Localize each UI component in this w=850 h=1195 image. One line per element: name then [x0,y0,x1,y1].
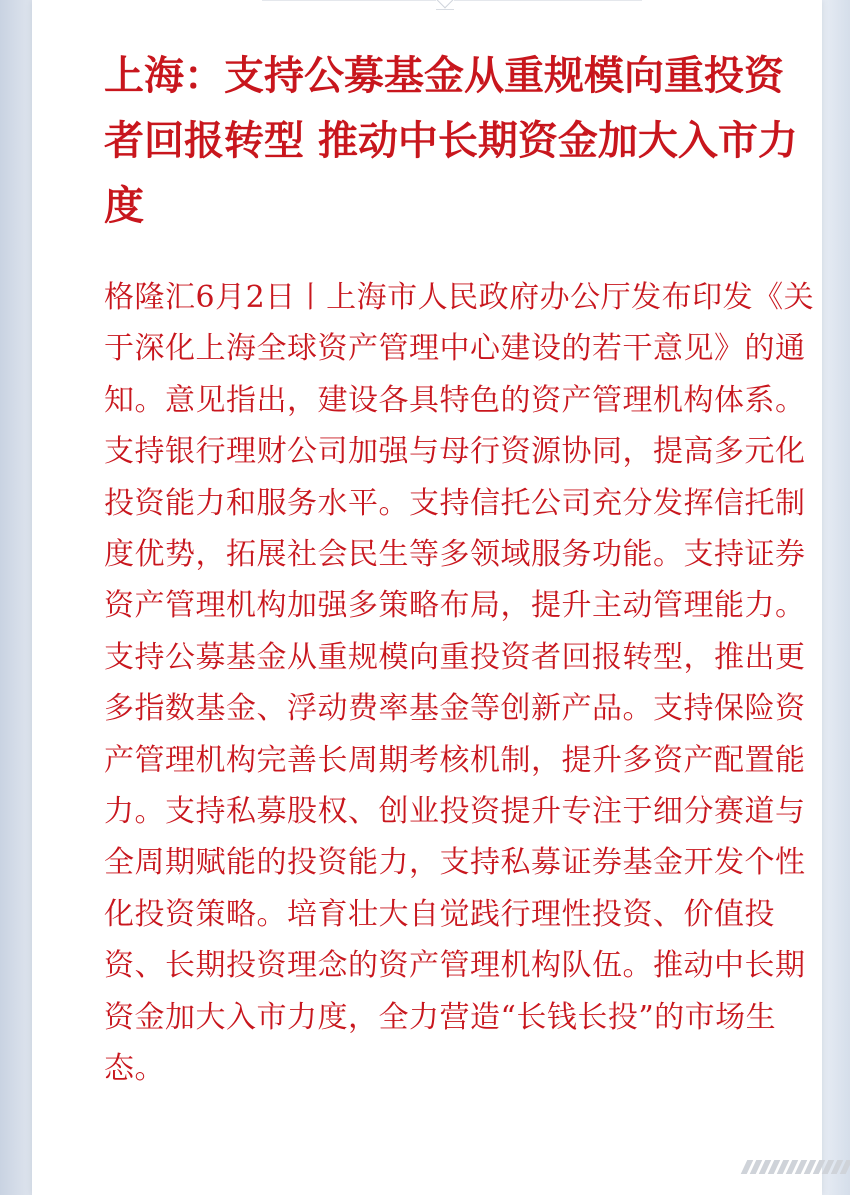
article-card [32,0,822,1195]
article-title: 上海：支持公募基金从重规模向重投资者回报转型 推动中长期资金加大入市力度 [104,53,798,229]
article-body: 格隆汇6月2日丨上海市人民政府办公厅发布印发《关于深化上海全球资产管理中心建设的若干意见》的通知。意见指出，建设各具特色的资产管理机构体系。支持银行理财公司加强与母行资源协同，提高多元化投资能力和服务水平。支持信托公司充分发挥信托制度优势，拓展社会民生等多领域服务功能。支持证券资产管理机构加强多策略布局，提升主动管理能力。支持公募基金从重规模向重投资者回报转型，推出更多指数基金、浮动费率基金等创新产品。支持保险资产管理机构完善长周期考核机制，提升多资产配置能力。支持私募股权、创业投资提升专注于细分赛道与全周期赋能的投资能力，支持私募证券基金开发个性化投资策略。培育壮大自觉践行理性投资、价值投资、长期投资理念的资产管理机构队伍。推动中长期资金加大入市力度，全力营造“长钱长投”的市场生态。 [104,280,815,1087]
decorative-stripes [744,1158,850,1174]
collapse-arrow-icon[interactable] [436,0,454,10]
page-backdrop-right [820,0,850,1195]
